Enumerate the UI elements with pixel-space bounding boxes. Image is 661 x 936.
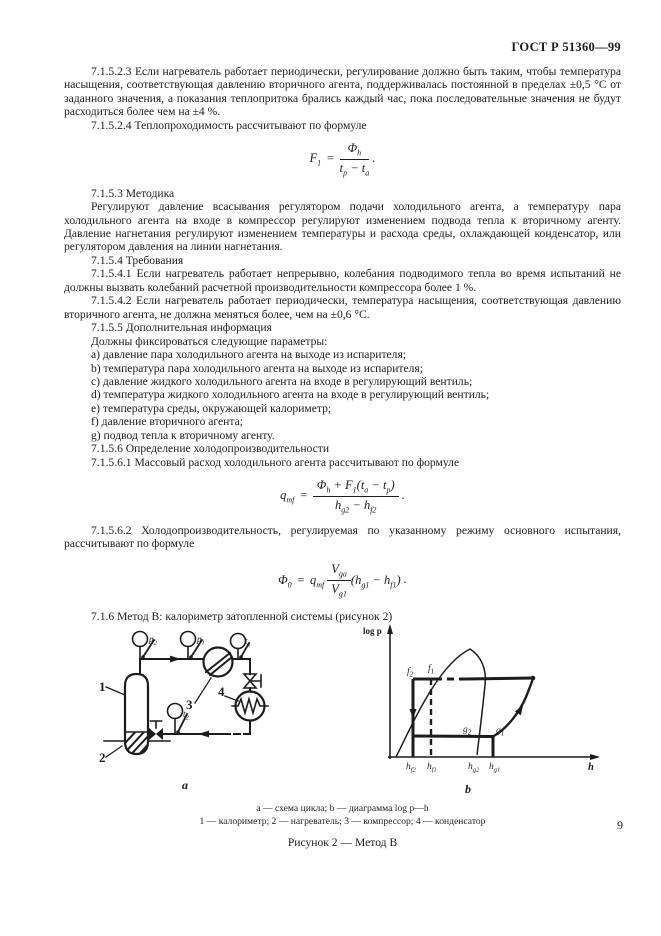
point-f1: $f_1$ (428, 664, 435, 676)
fraction-numerator: $\Phi_h$ (340, 141, 370, 160)
fraction-denominator: $t_p - t_a$ (339, 160, 370, 178)
page-number: 9 (617, 818, 623, 832)
callout-2: 2 (99, 750, 106, 766)
equals-sign: = (326, 151, 335, 166)
paragraph-7-1-5-4-2: 7.1.5.4.2 Если нагреватель работает периодически, температура насыщения, соответствующая давлению вторичного агента, не должна меняться более, чем на ±0,6 °С. (64, 294, 621, 321)
heading-7-1-6: 7.1.6 Метод В: калориметр затопленной системы (рисунок 2) (91, 609, 393, 623)
fraction-numerator: $V_{ga}$ (327, 562, 351, 581)
formula-period: . (369, 151, 376, 166)
formula-period: . (398, 488, 405, 503)
discharge-valve (244, 674, 261, 688)
fraction-denominator: $h_{g2} - h_{f2}$ (335, 497, 377, 515)
axis-hf2: $h_{f2}$ (406, 762, 416, 774)
equals-sign: = (296, 572, 306, 587)
callout-4: 4 (218, 684, 225, 700)
compressor (204, 648, 233, 677)
point-g1: $g_1$ (496, 726, 505, 738)
fraction (340, 141, 370, 177)
heading-7-1-5-3: 7.1.5.3 Методика (91, 186, 175, 200)
fraction (327, 562, 351, 598)
flow-arrow-right (170, 656, 181, 663)
expansion-valve (149, 721, 163, 740)
paragraph-7-1-5-2-4: 7.1.5.2.4 Теплопроходимость рассчитывают по формуле (91, 118, 367, 132)
list-item-b: b) температура пара холодильного агента на выходе из испарителя; (91, 361, 423, 375)
formula-refrigerating-capacity (64, 562, 621, 598)
label-p1: $p_1$ (197, 634, 205, 647)
paragraph-7-1-5-4-1: 7.1.5.4.1 Если нагреватель работает непрерывно, колебания подводимого тепла во время испытаний не должны вызвать колебаний расчетной производительности компрессора более 1 %. (64, 267, 621, 294)
formula-mass-flow (64, 478, 621, 514)
figure-caption-subfigures: а — схема цикла; b — диаграмма log p—h (256, 803, 429, 815)
x-axis-arrow (590, 754, 600, 760)
x-axis-label: h (588, 762, 594, 774)
equals-sign: = (299, 488, 308, 503)
leader-4 (225, 696, 238, 701)
figure-caption-parts: 1 — калориметр; 2 — нагреватель; 3 — компрессор; 4 — конденсатор (199, 816, 486, 828)
saturation-dome (396, 649, 485, 757)
formula-lhs: $F_1$ (309, 151, 322, 168)
paragraph-parameters-intro: Должны фиксироваться следующие параметры: (91, 334, 328, 348)
fraction-denominator: $V_{g1}$ (331, 582, 347, 599)
y-axis-arrow (387, 624, 393, 634)
axis-hg1: $h_{g1}$ (489, 762, 501, 774)
paragraph-7-1-5-6-2: 7.1.5.6.2 Холодопроизводительность, регулируемая по указанному режиму основного испытания, рассчитывают по формуле (64, 523, 621, 550)
point-f2: $f_2$ (407, 667, 414, 679)
label-t2: $t_2$ (183, 709, 189, 722)
list-item-g: g) подвод тепла к вторичному агенту. (91, 428, 275, 442)
formula-lhs: $\Phi_0$ (278, 572, 292, 589)
log-p-h-diagram (362, 621, 607, 799)
paragraph-7-1-5-2-3: 7.1.5.2.3 Если нагреватель работает периодически, регулирование должно быть таким, чтобы температура насыщения, соответствующая давлению вторичного агента, поддерживалась постоянной в пределах ±0,5 °С от заданного значения, а показания теплопритока брались каждый час, пока последовательные значения не будут расходиться более чем на ±4 %. (64, 65, 621, 119)
evaporating-line (413, 736, 493, 737)
figure-2 (64, 627, 621, 801)
calorimeter-vessel (125, 674, 148, 754)
condensing-line-right (466, 678, 533, 679)
cycle-schematic (92, 629, 362, 801)
list-item-d: d) температура жидкого холодильного агента на входе в регулирующий вентиль; (91, 388, 490, 402)
subfigure-b-label: b (465, 782, 471, 797)
heading-7-1-5-5: 7.1.5.5 Дополнительная информация (91, 321, 272, 335)
callout-3: 3 (186, 697, 193, 713)
list-item-c: c) давление жидкого холодильного агента на входе в регулирующий вентиль; (91, 374, 473, 388)
fraction (313, 478, 399, 514)
label-p2: $p_2$ (149, 634, 157, 647)
list-item-a: a) давление пара холодильного агента на выходе из испарителя; (91, 348, 406, 362)
list-item-f: f) давление вторичного агента; (91, 415, 243, 429)
axes (388, 631, 592, 759)
point-g2: $g_2$ (463, 725, 472, 737)
formula-coefficient: $q_{mf}$ (310, 572, 325, 589)
subfigure-a-label: а (182, 778, 188, 793)
paragraph-7-1-5-3-body: Регулируют давление всасывания регулятором подачи холодильного агента, а температуру пара холодильного агента на входе в компрессор регулируют изменением подвода тепла к вторичному агенту. Давление нагнетания регулируют изменением температуры и расхода среды, охлаждающей конденсатор, или регулятором давления на линии нагнетания. (64, 200, 621, 254)
figure-title: Рисунок 2 — Метод В (287, 836, 398, 850)
discharge-pipe (233, 659, 251, 674)
leader-1 (106, 687, 125, 695)
flow-arrow-left (198, 731, 209, 738)
paragraph-7-1-5-6-1: 7.1.5.6.1 Массовый расход холодильного агента рассчитывают по формуле (91, 455, 460, 469)
heading-7-1-5-6: 7.1.5.6 Определение холодопроизводительности (91, 442, 330, 456)
fraction-numerator: $\Phi_h + F_1(t_a - t_p)$ (313, 478, 399, 497)
y-axis-label: log p (363, 626, 382, 637)
formula-period: . (400, 572, 407, 587)
list-item-e: e) температура среды, окружающей калориметр; (91, 401, 332, 415)
callout-1: 1 (99, 679, 106, 695)
formula-lhs: $q_{mf}$ (280, 488, 295, 505)
formula-heat-transmittance (64, 141, 621, 177)
heading-7-1-5-4: 7.1.5.4 Требования (91, 253, 184, 267)
formula-enthalpy-difference: $(h_{g1} - h_{f1})$ (350, 572, 401, 589)
label-t1: $t_1$ (245, 636, 251, 649)
condenser (232, 692, 268, 721)
standard-designation: ГОСТ Р 51360—99 (511, 40, 621, 54)
axis-hf1: $h_{f1}$ (427, 762, 437, 774)
leader-2 (106, 746, 122, 757)
leader-3 (195, 678, 211, 703)
axis-hg2: $h_{g2}$ (468, 762, 480, 774)
